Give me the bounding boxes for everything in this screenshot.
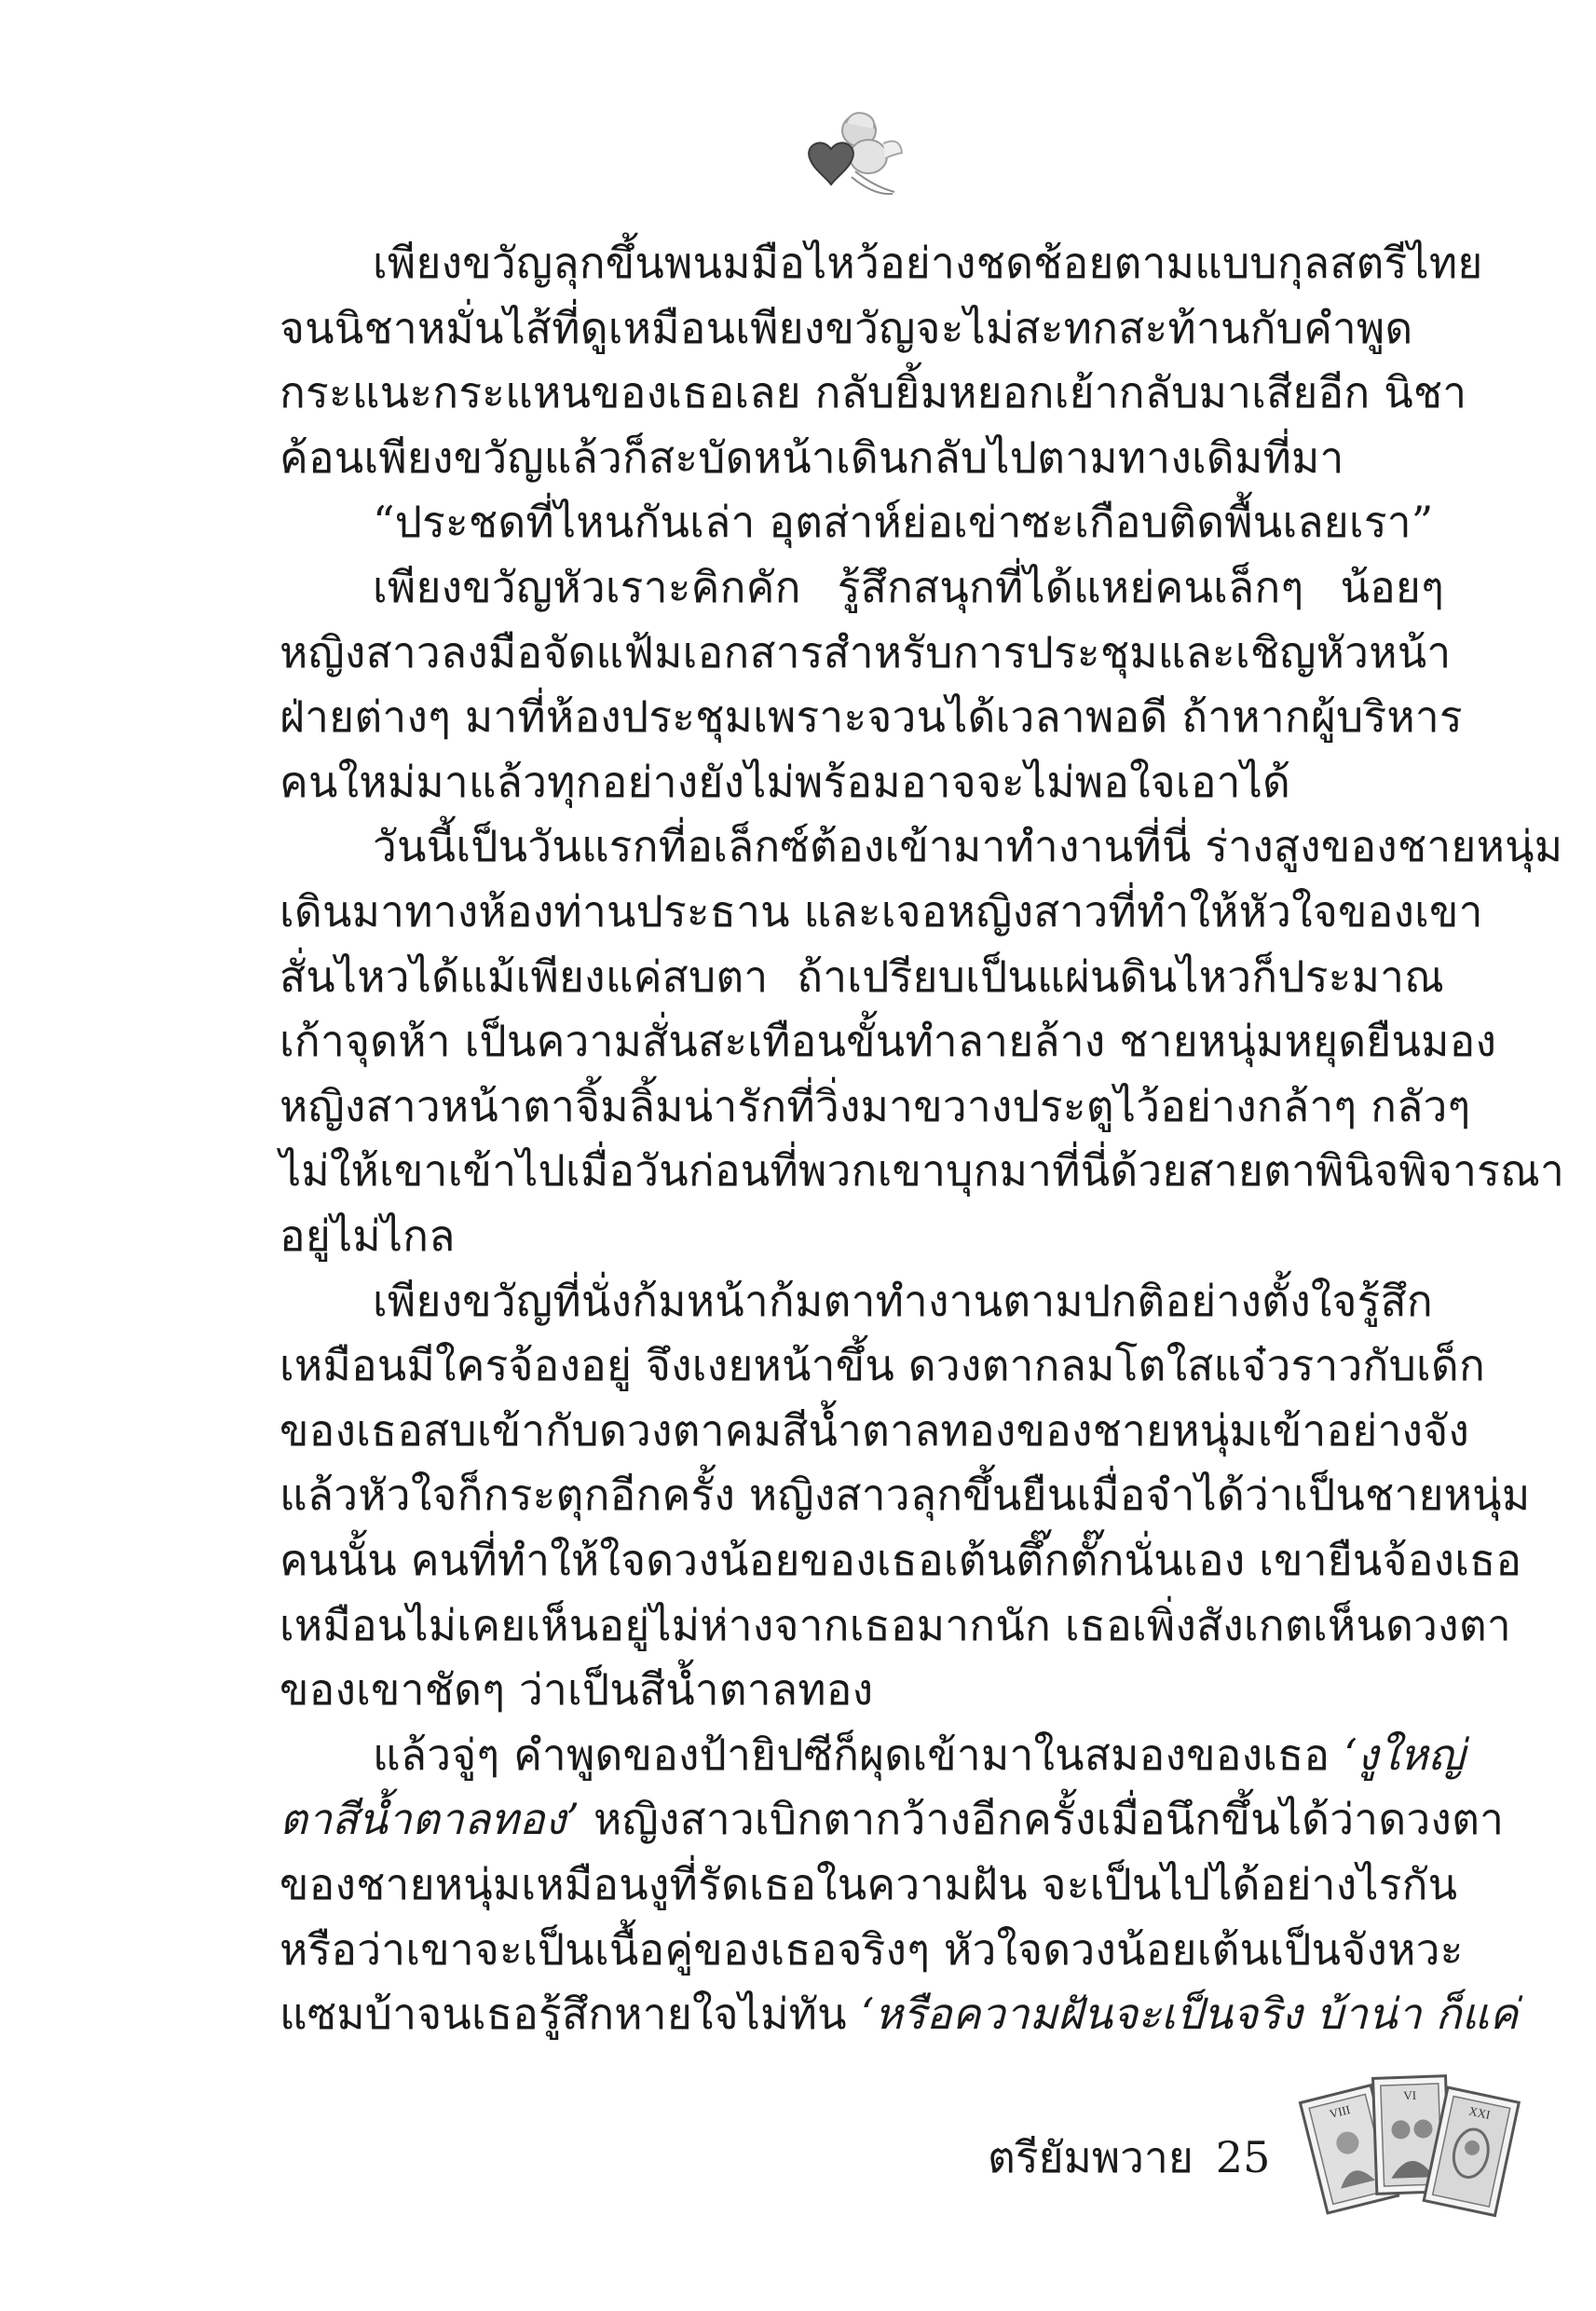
text-line	[280, 882, 1483, 941]
text-span: คนใหม่มาแล้วทุกอย่างยังไม่พร้อมอาจจะไม่พอใจเอาได้	[280, 756, 1291, 807]
text-span: เหมือนมีใครจ้องอยู่ จึงเงยหน้าขึ้น ดวงตากลมโตใสแจ๋วราวกับเด็ก	[280, 1340, 1486, 1391]
text-span: เพียงขวัญหัวเราะคิกคัก รู้สึกสนุกที่ได้แหย่คนเล็กๆ น้อยๆ	[373, 562, 1444, 612]
text-line	[280, 557, 1444, 617]
text-span: อยู่ไม่ไกล	[280, 1210, 456, 1261]
cherub-with-heart-icon	[801, 103, 904, 205]
text-line	[280, 428, 1444, 487]
book-title: ตรียัมพวาย	[988, 2132, 1194, 2182]
page-footer	[988, 2125, 1270, 2190]
text-line	[280, 687, 1463, 746]
text-span: หญิงสาวหน้าตาจิ้มลิ้มน่ารักที่วิ่งมาขวางประตูไว้อย่างกล้าๆ กลัวๆ	[280, 1080, 1471, 1131]
text-span: “ประชดที่ไหนกันเล่า อุตส่าห์ย่อเข่าซะเกือบติดพื้นเลยเรา”	[373, 497, 1434, 548]
text-span: ค้อนเพียงขวัญแล้วก็สะบัดหน้าเดินกลับไปตามทางเดิมที่มา	[280, 431, 1344, 483]
text-span: สั่นไหวได้แม้เพียงแค่สบตา ถ้าเปรียบเป็นแผ่นดินไหวก็ประมาณ	[280, 950, 1444, 1002]
italic-text-span: ‘งูใหญ่	[1344, 1729, 1466, 1780]
text-line	[280, 1011, 1497, 1071]
text-line	[280, 1920, 1464, 1979]
text-line	[280, 362, 1467, 422]
text-line	[280, 1725, 1466, 1785]
text-span: หญิงสาวเบิกตากว้างอีกครั้งเมื่อนึกขึ้นได้ว่าดวงตา	[580, 1794, 1505, 1845]
text-line	[280, 622, 1452, 682]
text-line	[280, 1984, 1519, 2044]
text-line	[280, 492, 1444, 552]
text-span: หรือว่าเขาจะเป็นเนื้อคู่ของเธอจริงๆ หัวใจดวงน้อยเต้นเป็นจังหวะ	[280, 1923, 1464, 1975]
text-line	[280, 298, 1444, 358]
text-line	[280, 1465, 1531, 1525]
text-span: เพียงขวัญลุกขึ้นพนมมือไหว้อย่างชดช้อยตามแบบกุลสตรีไทย	[373, 238, 1483, 288]
chapter-text	[280, 233, 1564, 2041]
text-line	[280, 233, 1483, 293]
text-span: ของชายหนุ่มเหมือนงูที่รัดเธอในความฝัน จะเป็นไปได้อย่างไรกัน	[280, 1859, 1458, 1909]
italic-text-span: ตาสีน้ำตาลทอง’	[280, 1794, 580, 1845]
text-line	[280, 752, 1444, 812]
text-span: แล้วหัวใจก็กระตุกอีกครั้ง หญิงสาวลุกขึ้นยืนเมื่อจำได้ว่าเป็นชายหนุ่ม	[280, 1470, 1531, 1521]
text-span: เดินมาทางห้องท่านประธาน และเจอหญิงสาวที่ทำให้หัวใจของเขา	[280, 886, 1483, 937]
text-span: ไม่ให้เขาเข้าไปเมื่อวันก่อนที่พวกเขาบุกมาที่นี่ด้วยสายตาพินิจพิจารณา	[280, 1145, 1564, 1197]
text-span: เพียงขวัญที่นั่งก้มหน้าก้มตาทำงานตามปกติอย่างตั้งใจรู้สึก	[373, 1275, 1433, 1326]
text-span: หญิงสาวลงมือจัดแฟ้มเอกสารสำหรับการประชุมและเชิญหัวหน้า	[280, 626, 1452, 677]
text-line	[280, 1076, 1471, 1136]
text-span: ของเธอสบเข้ากับดวงตาคมสีน้ำตาลทองของชายหนุ่มเข้าอย่างจัง	[280, 1404, 1470, 1456]
text-span: แล้วจู่ๆ คำพูดของป้ายิปซีก็ผุดเข้ามาในสมองของเธอ	[373, 1729, 1344, 1780]
text-line	[280, 947, 1444, 1006]
text-span: จนนิชาหมั่นไส้ที่ดูเหมือนเพียงขวัญจะไม่สะทกสะท้านกับคำพูด	[280, 302, 1413, 353]
text-span: ของเขาชัดๆ ว่าเป็นสีน้ำตาลทอง	[280, 1664, 874, 1716]
text-span: คนนั้น คนที่ทำให้ใจดวงน้อยของเธอเต้นตึ๊กตั๊กนั่นเอง เขายืนจ้องเธอ	[280, 1535, 1522, 1585]
text-span: วันนี้เป็นวันแรกที่อเล็กซ์ต้องเข้ามาทำงานที่นี่ ร่างสูงของชายหนุ่ม	[373, 821, 1563, 872]
text-span: เหมือนไม่เคยเห็นอยู่ไม่ห่างจากเธอมากนัก เธอเพิ่งสังเกตเห็นดวงตา	[280, 1599, 1511, 1650]
text-line	[280, 816, 1563, 876]
text-line	[280, 1595, 1511, 1655]
text-line	[280, 1271, 1444, 1331]
card-numeral-2: VI	[1403, 2087, 1417, 2103]
page-number: 25	[1215, 2132, 1271, 2182]
text-line	[280, 1854, 1458, 1914]
text-line	[280, 1335, 1486, 1395]
italic-text-span: ‘หรือความฝันจะเป็นจริง บ้าน่า ก็แค่	[860, 1989, 1519, 2040]
text-line	[280, 1530, 1522, 1590]
text-span: แซมบ้าจนเธอรู้สึกหายใจไม่ทัน	[280, 1989, 861, 2040]
text-line	[280, 1401, 1470, 1460]
card-numeral-1: VIII	[1328, 2102, 1352, 2122]
text-span: กระแนะกระแหนของเธอเลย กลับยิ้มหยอกเย้ากลับมาเสียอีก นิชา	[280, 367, 1467, 418]
text-span: เก้าจุดห้า เป็นความสั่นสะเทือนขั้นทำลายล้าง ชายหนุ่มหยุดยืนมอง	[280, 1016, 1497, 1067]
text-line	[280, 1660, 1444, 1719]
text-line	[280, 1789, 1505, 1849]
text-line	[280, 1206, 1444, 1265]
tarot-cards-icon	[1295, 2064, 1519, 2222]
text-span: ฝ่ายต่างๆ มาที่ห้องประชุมเพราะจวนได้เวลาพอดี ถ้าหากผู้บริหาร	[280, 691, 1463, 743]
card-numeral-3: XXI	[1467, 2103, 1492, 2122]
text-line	[280, 1141, 1564, 1200]
